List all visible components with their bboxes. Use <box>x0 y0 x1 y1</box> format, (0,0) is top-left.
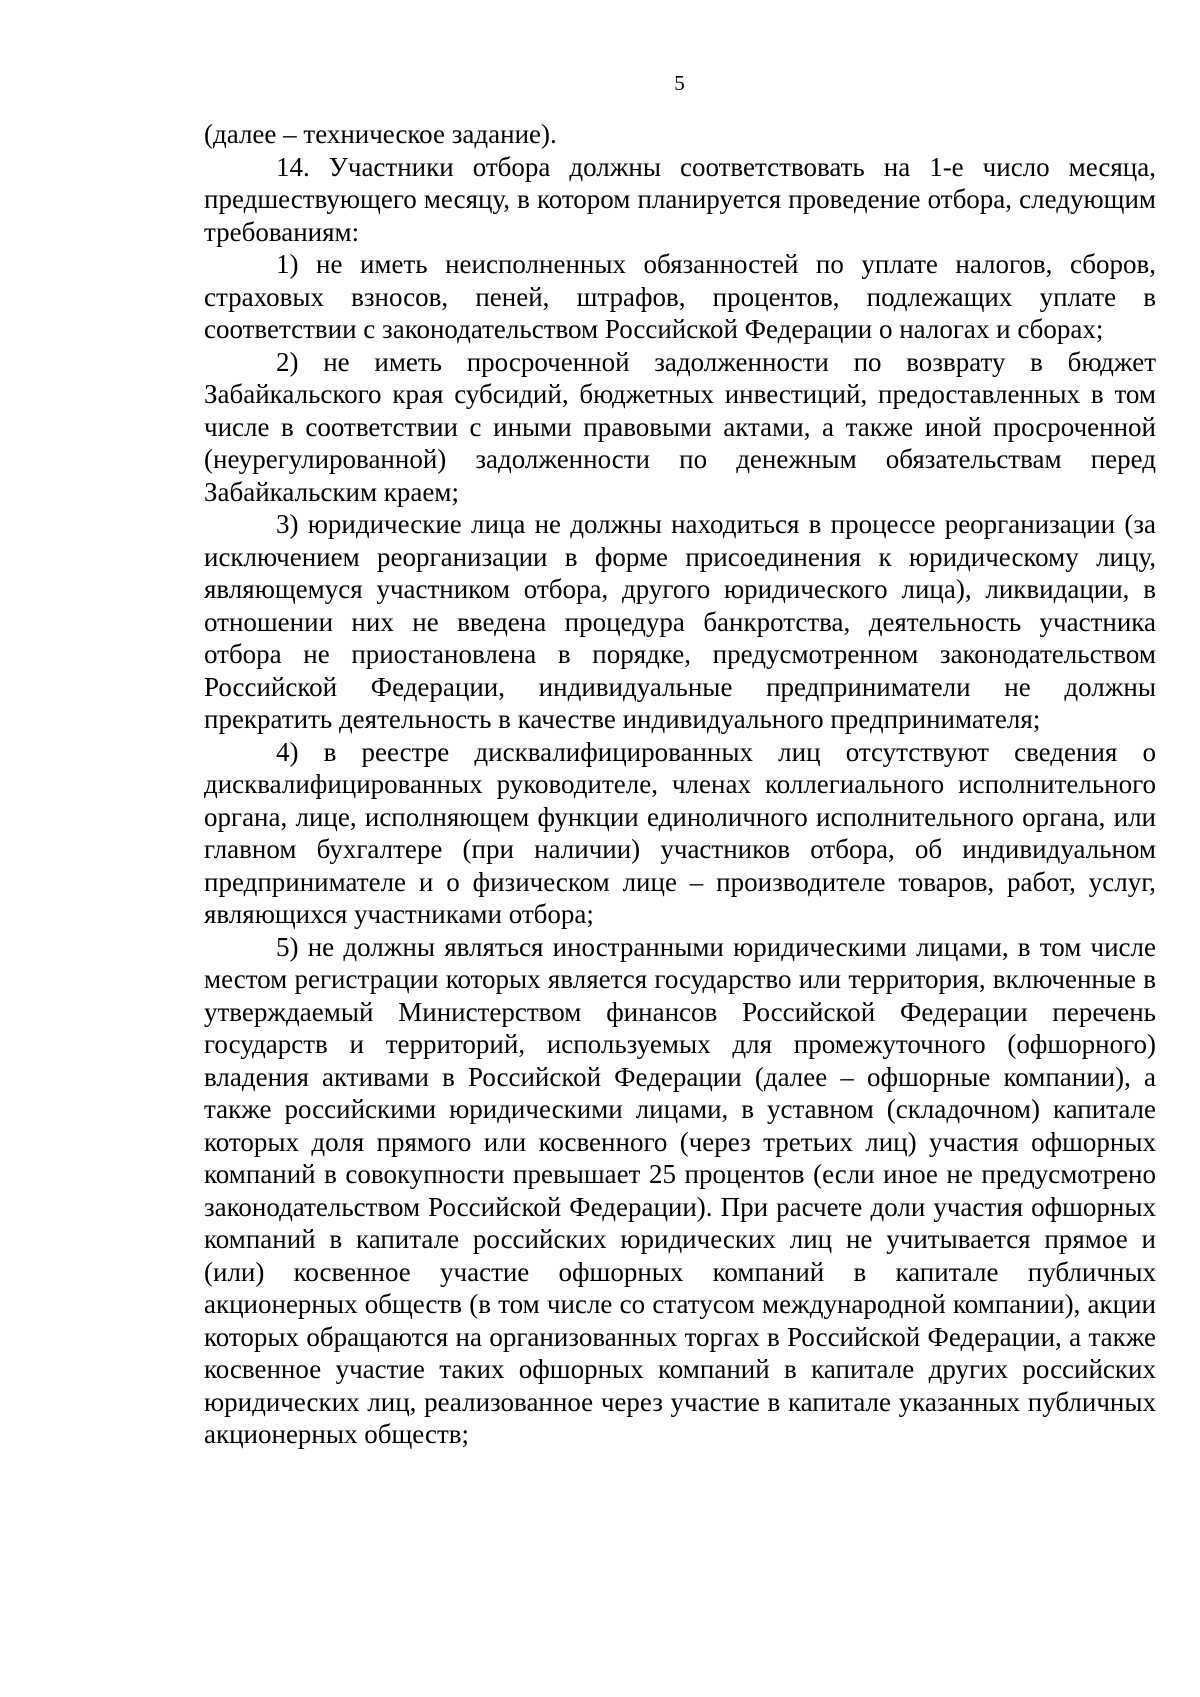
paragraph-requirement-2: 2) не иметь просроченной задолженности по возврату в бюджет Забайкальского края субсидий, бюджетных инвестиций, предоставленных в том числе в соответствии с иными правовыми актами, а также иной просроченной (неурегулированной) задолженности по денежным обязательствам перед Забайкальским краем; <box>204 346 1156 507</box>
paragraph-requirement-5: 5) не должны являться иностранными юридическими лицами, в том числе местом регистрации которых является государство или территория, включенные в утверждаемый Министерством финансов Российской Федерации перечень государств и территорий, используемых для промежуточного (офшорного) владения активами в Российской Федерации (далее – офшорные компании), а также российскими юридическими лицами, в уставном (складочном) капитале которых доля прямого или косвенного (через третьих лиц) участия офшорных компаний в совокупности превышает 25 процентов (если иное не предусмотрено законодательством Российской Федерации). При расчете доли участия офшорных компаний в капитале российских юридических лиц не учитывается прямое и (или) косвенное участие офшорных компаний в капитале публичных акционерных обществ (в том числе со статусом международной компании), акции которых обращаются на организованных торгах в Российской Федерации, а также косвенное участие таких офшорных компаний в капитале других российских юридических лиц, реализованное через участие в капитале указанных публичных акционерных обществ; <box>204 931 1156 1449</box>
paragraph-requirement-4: 4) в реестре дисквалифицированных лиц отсутствуют сведения о дисквалифицированных руководителе, членах коллегиального исполнительного органа, лице, исполняющем функции единоличного исполнительного органа, или главном бухгалтере (при наличии) участников отбора, об индивидуальном предпринимателе и о физическом лице – производителе товаров, работ, услуг, являющихся участниками отбора; <box>204 736 1156 929</box>
page-number: 5 <box>674 71 685 95</box>
paragraph-item-14: 14. Участники отбора должны соответствовать на 1-е число месяца, предшествующего месяцу, в котором планируется проведение отбора, следующим требованиям: <box>204 151 1156 247</box>
paragraph-requirement-3: 3) юридические лица не должны находиться в процессе реорганизации (за исключением реорганизации в форме присоединения к юридическому лицу, являющемуся участником отбора, другого юридического лица), ликвидации, в отношении них не введена процедура банкротства, деятельность участника отбора не приостановлена в порядке, предусмотренном законодательством Российской Федерации, индивидуальные предприниматели не должны прекратить деятельность в качестве индивидуального предпринимателя; <box>204 509 1156 734</box>
paragraph-continuation: (далее – техническое задание). <box>204 119 557 149</box>
paragraph-requirement-1: 1) не иметь неисполненных обязанностей по уплате налогов, сборов, страховых взносов, пеней, штрафов, процентов, подлежащих уплате в соответствии с законодательством Российской Федерации о налогах и сборах; <box>204 249 1156 344</box>
document-body <box>204 118 1156 1451</box>
